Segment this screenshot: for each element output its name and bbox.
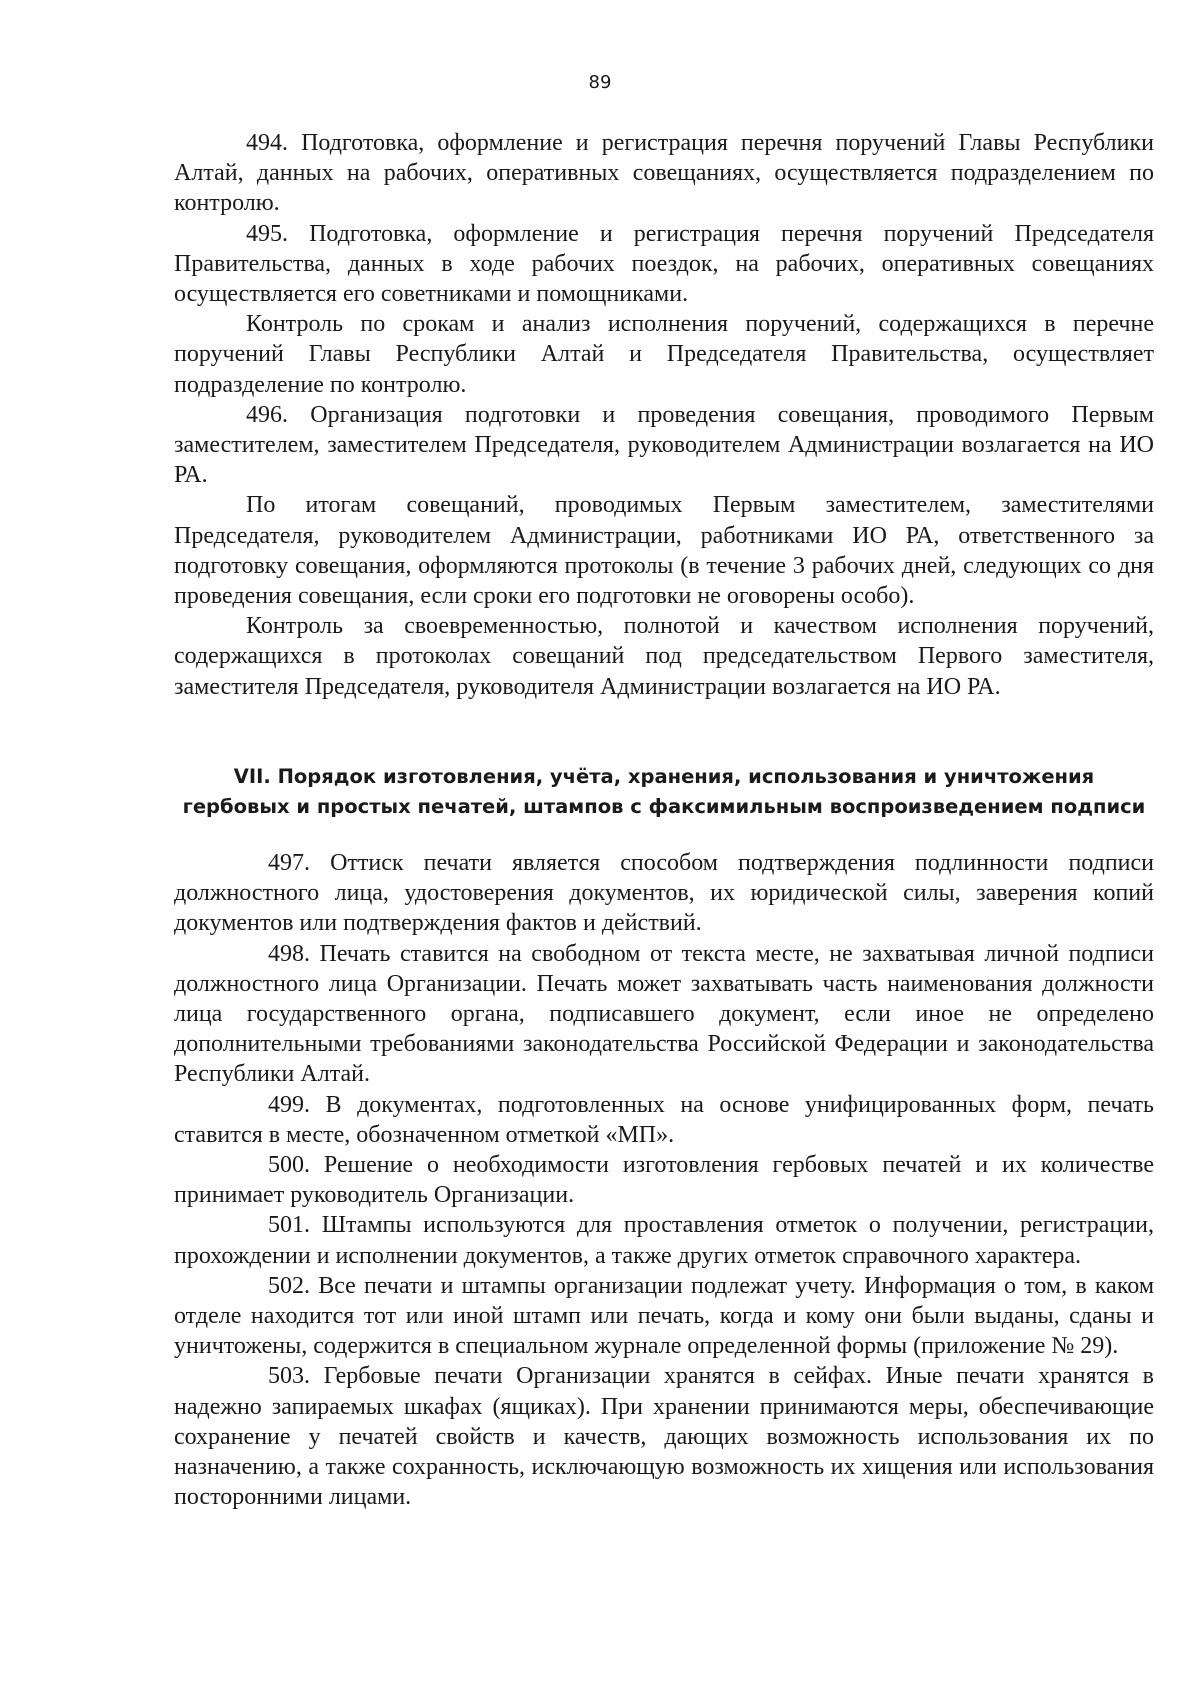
section-heading-line-2: гербовых и простых печатей, штампов с факсимильным воспроизведением подписи — [182, 795, 1146, 818]
paragraph-502: 502. Все печати и штампы организации подлежат учету. Информация о том, в каком отделе находится тот или иной штамп или печать, когда и кому они были выданы, сданы и уничтожены, содержится в специальном журнале определенной формы (приложение № 29). — [174, 1272, 1154, 1360]
bottom-text-block — [174, 848, 1154, 1512]
section-heading — [174, 762, 1154, 822]
paragraph-496: 496. Организация подготовки и проведения совещания, проводимого Первым заместителем, заместителем Председателя, руководителем Администрации возлагается на ИО РА. — [174, 401, 1154, 489]
paragraph-496-control: Контроль за своевременностью, полнотой и качеством исполнения поручений, содержащихся в протоколах совещаний под председательством Первого заместителя, заместителя Председателя, руководителя Администрации возлагается на ИО РА. — [174, 613, 1154, 700]
paragraph-503: 503. Гербовые печати Организации хранятся в сейфах. Иные печати хранятся в надежно запираемых шкафах (ящиках). При хранении принимаются меры, обеспечивающие сохранение у печатей свойств и качеств, дающих возможность использования их по назначению, а также сохранность, исключающую возможность их хищения или использования посторонними лицами. — [174, 1363, 1154, 1511]
top-text-block — [174, 128, 1154, 702]
page-number: 89 — [588, 72, 612, 93]
paragraph-495-control: Контроль по срокам и анализ исполнения поручений, содержащихся в перечне поручений Главы Республики Алтай и Председателя Правительства, осуществляет подразделение по контролю. — [174, 311, 1154, 398]
paragraph-494: 494. Подготовка, оформление и регистрация перечня поручений Главы Республики Алтай, данных на рабочих, оперативных совещаниях, осуществляется подразделением по контролю. — [174, 130, 1154, 217]
paragraph-495: 495. Подготовка, оформление и регистрация перечня поручений Председателя Правительства, данных в ходе рабочих поездок, на рабочих, оперативных совещаниях осуществляется его советниками и помощниками. — [174, 220, 1154, 308]
paragraph-498: 498. Печать ставится на свободном от текста месте, не захватывая личной подписи должностного лица Организации. Печать может захватывать часть наименования должности лица государственного органа, подписавшего документ, если иное не определено дополнительными требованиями законодательства Российской Федерации и законодательства Республики Алтай. — [174, 940, 1154, 1088]
paragraph-497: 497. Оттиск печати является способом подтверждения подлинности подписи должностного лица, удостоверения документов, их юридической силы, заверения копий документов или подтверждения фактов и действий. — [174, 850, 1154, 937]
section-heading-line-1: VII. Порядок изготовления, учёта, хранения, использования и уничтожения — [233, 765, 1095, 788]
paragraph-499: 499. В документах, подготовленных на основе унифицированных форм, печать ставится в месте, обозначенном отметкой «МП». — [174, 1091, 1154, 1148]
paragraph-501: 501. Штампы используются для проставления отметок о получении, регистрации, прохождении и исполнении документов, а также других отметок справочного характера. — [174, 1212, 1154, 1269]
paragraph-500: 500. Решение о необходимости изготовления гербовых печатей и их количестве принимает руководитель Организации. — [174, 1152, 1154, 1209]
paragraph-496-protocols: По итогам совещаний, проводимых Первым заместителем, заместителями Председателя, руководителем Администрации, работниками ИО РА, ответственного за подготовку совещания, оформляются протоколы (в течение 3 рабочих дней, следующих со дня проведения совещания, если сроки его подготовки не оговорены особо). — [174, 492, 1154, 610]
